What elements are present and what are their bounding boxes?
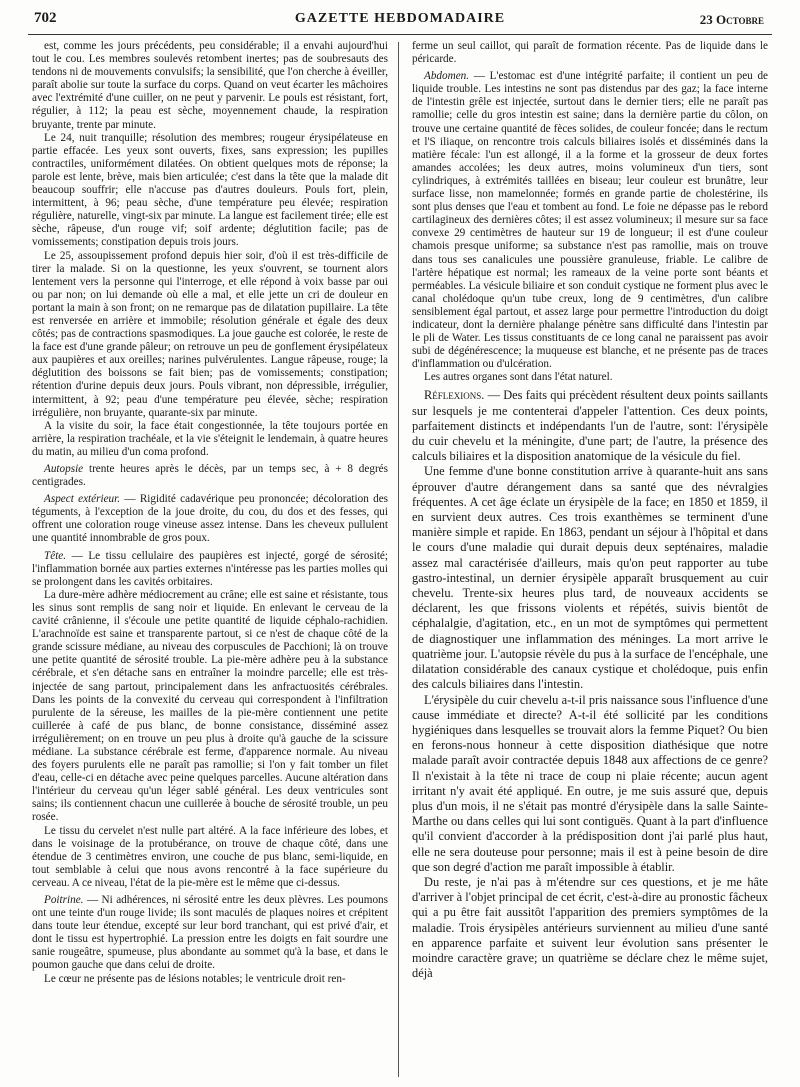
paragraph-text: Le 25, assoupissement profond depuis hier soir, d'où il est très-difficile de tirer la malade. Si on la questionne, les yeux s'ouvrent, se tournent alors lentement vers la personne qui l'interroge, et elle répond à voix basse par oui ou par non; on lui demande où elle a mal, et elle jette un cri de douleur en portant la main à son front; on ne remarque pas de dilatation pupillaire. La tête est renversée en arrière et immobile; résolution générale et égale des deux côtés; pas de contractions spasmodiques. La joue gauche est colorée, le reste de la face est d'une grande pâleur; on retrouve un peu de gonflement érysipélateux aux paupières et aux oreilles; narines pulvérulentes. Langue râpeuse, rouge; la déglutition des boissons se fait bien; pas de vomissements; constipation; rétention d'urine depuis deux jours. Pouls vibrant, non dépressible, irrégulier, intermittent, à 92; peau d'une température peu élevée, sèche; respiration irrégulière, non bruyante, quarante-six par minute.	[32, 249, 388, 419]
paragraph-text: L'érysipèle du cuir chevelu a-t-il pris naissance sous l'influence d'une cause immédiate et directe? A-t-il été sollicité par les conditions hygiéniques dans lesquelles se trouvait alors la femme Piquet? Ou bien en ferons-nous honneur à cette disposition diathésique que notre malade paraît avoir contractée depuis 1848 aux affections de ce genre? Il n'existait à la tête ni trace de coup ni plaie récente; aucun agent irritant n'y avait été appliqué. En outre, je me suis assuré que, depuis plus d'un mois, il ne s'était pas montré d'érysipèle dans la salle Sainte-Marthe ou dans celles qui lui sont contiguës. Quant à la part d'influence qu'il convient d'accorder à la prédisposition dont j'ai parlé plus haut, elle ne sera douteuse pour personne; mais il est à peine besoin de dire que son degré d'action me paraît impossible à établir.	[412, 692, 768, 874]
paragraph	[32, 493, 388, 545]
paragraph	[412, 70, 768, 371]
paragraph	[32, 463, 388, 489]
paragraph-text: — L'estomac est d'une intégrité parfaite; il contient un peu de liquide trouble. Les intestins ne sont pas distendus par des gaz; la face interne de l'intestin grêle est injectée, surtout dans le dernier tiers; elle ne paraît pas ramollie; celle du gros intestin est saine; dans la dernière partie du côlon, on trouve une certaine quantité de fèces solides, de couleur foncée; dans le rectum et l'S iliaque, on rencontre trois calculs biliaires isolés et disséminés dans la matière fécale: l'un est allongé, il a la forme et la grosseur de deux fortes amandes accolées; les deux autres, moins volumineux d'un tiers, sont cylindriques, à extrémités taillées en biseau; leur couleur est brunâtre, leur surface lisse, non mamelonnée; formés en grande partie de cholestérine, ils sont plus denses que l'eau et tombent au fond. Le foie ne dépasse pas le rebord cartilagineux des dernières côtes; il est assez volumineux; il mesure sur sa face convexe 29 centimètres de hauteur sur 19 de longueur; il est d'une couleur chamois presque uniforme; sa substance n'est pas ramollie, mais on trouve dans tous ses canalicules une poussière granuleuse, friable. Le calibre de l'artère hépatique est normal; les rameaux de la veine porte sont béants et perméables. La vésicule biliaire et son conduit cystique ne forment plus avec le canal cholédoque qu'un tube creux, long de 9 centimètres, d'un calibre sensiblement égal partout, et assez large pour permettre l'introduction du doigt indicateur, dont la dernière phalange pénètre sans difficulté dans l'intestin par le pli de Water. Les tissus constituants de ce long canal ne paraissent pas avoir subi de dégénérescence; la muqueuse est blanche, et ne présente pas de traces d'inflammation ou d'ulcération.	[412, 70, 768, 371]
paragraph-text: Le 24, nuit tranquille; résolution des membres; rougeur érysipélateuse en partie effacée. Les yeux sont ouverts, fixes, sans expression; les pupilles contractiles, uniformément dilatées. On obtient quelques mots de réponse; la parole est lente, brève, mais bien articulée; c'est dans la tête que la malade dit beaucoup souffrir; elle n'accuse pas d'autres douleurs. Pouls fort, plein, intermittent, à 96; peau sèche, d'une température peu élevée; respiration régulière, naturelle, vingt-six par minute. La langue est facilement tirée; elle est sèche, râpeuse, d'un rouge vif; soif ardente; déglutition facile; pas de vomissements; constipation depuis trois jours.	[32, 131, 388, 249]
paragraph	[32, 973, 388, 986]
section-lead: Abdomen.	[424, 70, 470, 83]
page-number: 702	[34, 10, 57, 26]
left-column	[32, 40, 388, 1079]
section-lead: Tête.	[44, 549, 67, 562]
paragraph-text: Le cœur ne présente pas de lésions notables; le ventricule droit ren-	[44, 972, 346, 985]
section-lead: Poitrine.	[44, 894, 84, 906]
paragraph	[32, 250, 388, 420]
paragraph	[412, 388, 768, 464]
paragraph-text: — Des faits qui précèdent résultent deux points saillants sur lesquels je me contenterai d'appeler l'attention. Ces deux points, parfaitement distincts et indépendants l'un de l'autre, sont: l'érysipèle du cuir chevelu et la méningite, d'une part; de l'autre, la présence des calculs biliaires et la disposition anatomique de la vésicule du fiel.	[412, 388, 768, 464]
page-header	[28, 4, 772, 35]
paragraph	[32, 589, 388, 825]
paragraph	[32, 420, 388, 459]
paragraph	[32, 894, 388, 973]
section-lead: Aspect extérieur.	[44, 493, 121, 506]
paragraph-text: Le tissu du cervelet n'est nulle part altéré. A la face inférieure des lobes, et dans le voisinage de la protubérance, on trouve de chaque côté, dans une étendue de 3 centimètres environ, une couche de pus blanc, semi-liquide, en tout semblable à celui que nous avons rencontré à la face supérieure du cerveau. A ce niveau, l'état de la pie-mère est le même que ci-dessus.	[32, 824, 388, 889]
paragraph	[412, 693, 768, 875]
paragraph	[412, 464, 768, 692]
section-lead: Réflexions.	[424, 388, 485, 403]
paragraph-text: Du reste, je n'ai pas à m'étendre sur ces questions, et je me hâte d'arriver à l'objet principal de cet écrit, c'est-à-dire au pronostic fâcheux qui a pu être fait aussitôt l'apparition des premiers symptômes de la maladie. Trois érysipèles antérieurs surviennent au milieu d'une santé en apparence parfaite et suivent leur évolution sans présenter le moindre caractère grave; un quatrième se déclare chez le même sujet, déjà	[412, 874, 768, 981]
paragraph	[32, 550, 388, 589]
journal-title: GAZETTE HEBDOMADAIRE	[294, 11, 506, 26]
section-lead: Autopsie	[44, 463, 84, 475]
paragraph	[32, 825, 388, 890]
paragraph	[412, 875, 768, 981]
paragraph-text: La dure-mère adhère médiocrement au crâne; elle est saine et résistante, tous les sinus sont remplis de sang noir et liquide. En enlevant le cerveau de la cavité crânienne, il s'écoule une petite quantité de liquide céphalo-rachidien. L'arachnoïde est saine et transparente partout, si ce n'est de chaque côté de la grande scissure médiane, au niveau des corpuscules de Pacchioni; là on trouve une petite quantité de sérosité trouble. La pie-mère adhère peu à la substance cérébrale, et s'en détache sans en entraîner la moindre parcelle; elle est très-injectée de sang partout, principalement dans les anfractuosités cérébrales. Dans les points de la convexité du cerveau qui correspondent à l'infiltration purulente de la séreuse, les mailles de la pie-mère contiennent une petite cuillerée à café de pus blanc, de bonne consistance, disséminé assez irrégulièrement; on en trouve un peu plus à droite qu'à gauche de la scissure médiane. La substance cérébrale est ferme, d'apparence normale. Au niveau des foyers purulents elle ne paraît pas ramollie; si l'on y fait tomber un filet d'eau, celle-ci en détache avec peine quelques parcelles. Aucune altération dans l'intérieur du cerveau qu'un léger sablé général. Les deux ventricules sont sains; ils contiennent chacun une cuillerée à bouche de sérosité trouble, un peu rosée.	[32, 588, 388, 824]
paragraph-text: ferme un seul caillot, qui paraît de formation récente. Pas de liquide dans le péricarde.	[412, 40, 768, 66]
paragraph-text: est, comme les jours précédents, peu considérable; il a envahi aujourd'hui tout le cou. Les membres soulevés retombent inertes; pas de soubresauts des tendons ni de mouvements convulsifs; la sensibilité, que l'on cherche à éveiller, paraît abolie sur toute la surface du corps. Quand on veut écarter les mâchoires avec l'extrémité d'une cuiller, on ne peut y parvenir. Le pouls est résistant, fort, régulier, à 112; la peau est sèche, moyennement chaude, la respiration bruyante, trente par minute.	[32, 40, 388, 131]
right-column	[412, 40, 768, 1079]
paragraph-text: Une femme d'une bonne constitution arrive à quarante-huit ans sans éprouver d'autre dérangement dans sa santé que des névralgies fréquentes. A cet âge éclate un érysipèle de la face; en 1850 et 1859, il en survient deux autres. Ces trois exanthèmes se terminent d'une manière simple et rapide. En 1863, pendant un séjour à l'hôpital et dans le cours d'une maladie qui durait depuis deux septénaires, maladie assez mal caractérisée d'ailleurs, mais qu'on peut rapporter au tube gastro-intestinal, un dernier érysipèle apparaît brusquement au cuir chevelu. Trente-six heures plus tard, de nouveaux accidents se déclarent, les que frissons violents et répétés, suivis bientôt de céphalalgie, d'agitation, etc., en un mot de symptômes qui permettent de diagnostiquer une inflammation des méninges. La mort arrive le quatrième jour. L'autopsie révèle du pus à la surface de l'encéphale, une dilatation considérable des canaux cystique et cholédoque, puis enfin des calculs biliaires dans l'intestin.	[412, 464, 768, 692]
issue-date: 23 Octobre	[699, 12, 764, 27]
paragraph-text: — Le tissu cellulaire des paupières est injecté, gorgé de sérosité; l'inflammation bornée aux parties externes n'intéresse pas les parties molles qui se prolongent dans les cavités orbitaires.	[32, 549, 388, 588]
paragraph-text: trente heures après le décès, par un temps sec, à + 8 degrés centigrades.	[32, 463, 388, 489]
paragraph	[32, 132, 388, 250]
column-divider	[398, 42, 399, 1077]
paragraph-text: A la visite du soir, la face était congestionnée, la tête toujours portée en arrière, la respiration trachéale, et la vie s'éteignit le lendemain, à quatre heures du matin, au milieu d'un coma profond.	[32, 419, 388, 458]
paragraph	[32, 40, 388, 132]
paragraph-text: — Rigidité cadavérique peu prononcée; décoloration des téguments, à l'exception de la joue droite, du cou, du dos et des fesses, qui offrent une coloration rouge vineuse assez intense. Dans les cheveux pullulent une quantité innombrable de gros poux.	[32, 493, 388, 545]
paragraph-text: — Ni adhérences, ni sérosité entre les deux plèvres. Les poumons ont une teinte d'un rouge livide; ils sont maculés de plaques noires et crépitent dans toute leur étendue, excepté sur leur bord tranchant, qui est privé d'air, et dont le tissu est hypertrophié. La pression entre les doigts en fait sourdre une sanie rougeâtre, spumeuse, plus abondante au sommet qu'à la base, et dans le poumon gauche que dans celui de droite.	[32, 894, 388, 972]
paragraph	[412, 40, 768, 66]
paragraph-text: Les autres organes sont dans l'état naturel.	[424, 371, 613, 384]
paragraph	[412, 371, 768, 384]
